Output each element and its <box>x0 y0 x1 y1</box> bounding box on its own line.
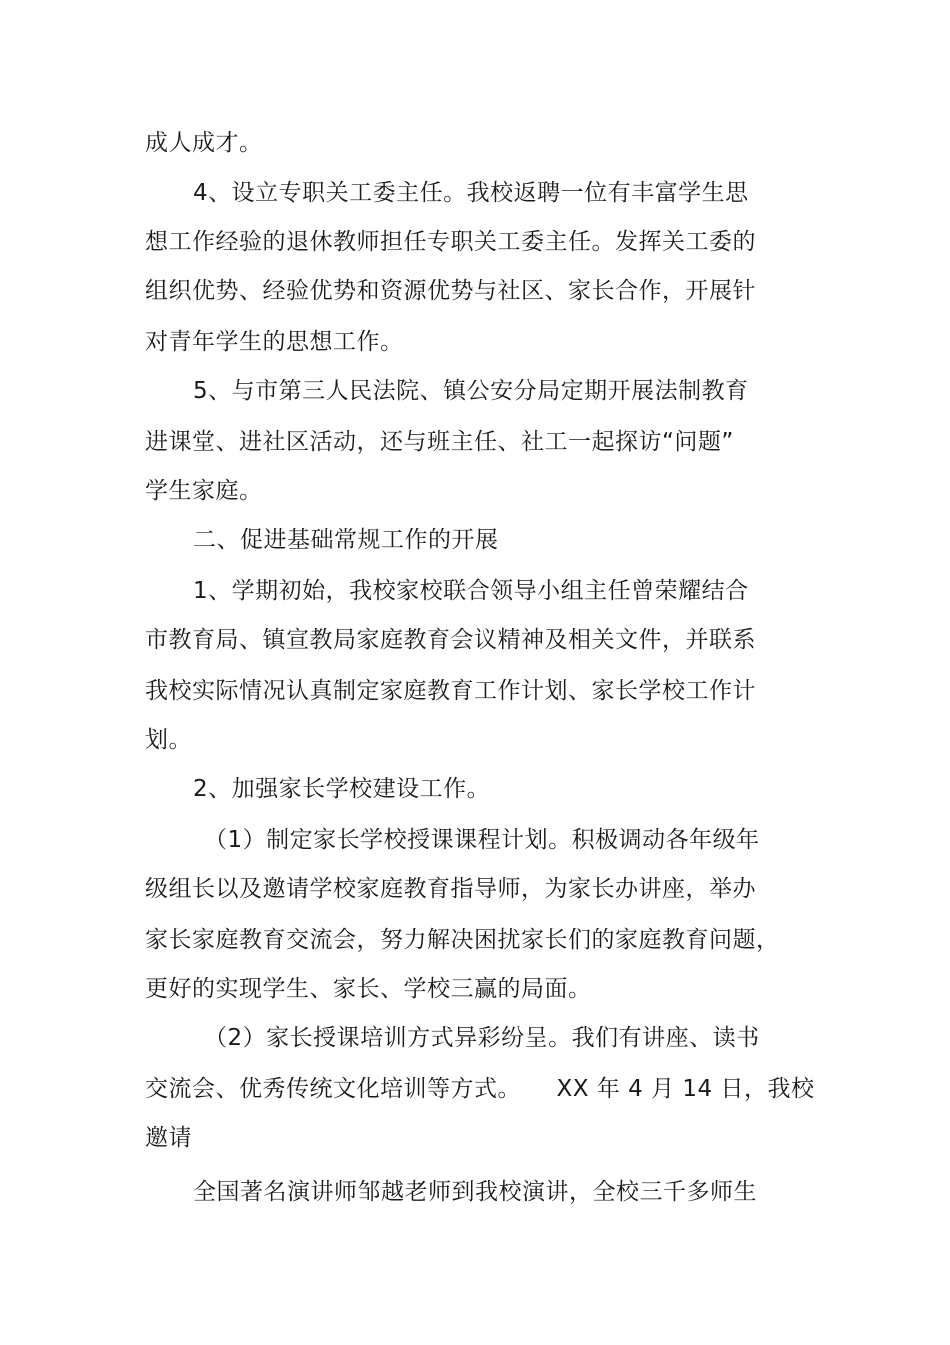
text-line: 2、加强家长学校建设工作。 <box>193 776 491 802</box>
text-line: 成人成才。 <box>145 130 263 156</box>
text-line: （2）家长授课培训方式异彩纷呈。我们有讲座、读书 <box>204 1025 760 1051</box>
text-line: 划。 <box>145 727 192 753</box>
text-line: 市教育局、镇宣教局家庭教育会议精神及相关文件，并联系 <box>145 627 756 653</box>
text-line: 家长家庭教育交流会，努力解决困扰家长们的家庭教育问题， <box>145 927 780 953</box>
text-line: （1）制定家长学校授课课程计划。积极调动各年级年 <box>204 827 760 853</box>
text-line: 想工作经验的退休教师担任专职关工委主任。发挥关工委的 <box>145 229 756 255</box>
text-line: 进课堂、进社区活动，还与班主任、社工一起探访“问题” <box>145 429 734 455</box>
text-line: 对青年学生的思想工作。 <box>145 329 404 355</box>
text-line: 学生家庭。 <box>145 478 263 504</box>
text-line: 邀请 <box>145 1125 192 1151</box>
text-line: 我校实际情况认真制定家庭教育工作计划、家长学校工作计 <box>145 678 756 704</box>
text-line: 1、学期初始，我校家校联合领导小组主任曾荣耀结合 <box>193 578 749 604</box>
text-line: 全国著名演讲师邹越老师到我校演讲，全校三千多师生 <box>193 1179 757 1205</box>
text-line: 更好的实现学生、家长、学校三赢的局面。 <box>145 976 592 1002</box>
text-line: 级组长以及邀请学校家庭教育指导师，为家长办讲座，举办 <box>145 876 756 902</box>
text-line: 组织优势、经验优势和资源优势与社区、家长合作，开展针 <box>145 278 756 304</box>
text-line: 5、与市第三人民法院、镇公安分局定期开展法制教育 <box>193 378 749 404</box>
text-line: 4、设立专职关工委主任。我校返聘一位有丰富学生思 <box>193 180 749 206</box>
text-line: 交流会、优秀传统文化培训等方式。 XX 年 4 月 14 日，我校 <box>145 1076 815 1102</box>
section-heading: 二、促进基础常规工作的开展 <box>193 527 499 553</box>
